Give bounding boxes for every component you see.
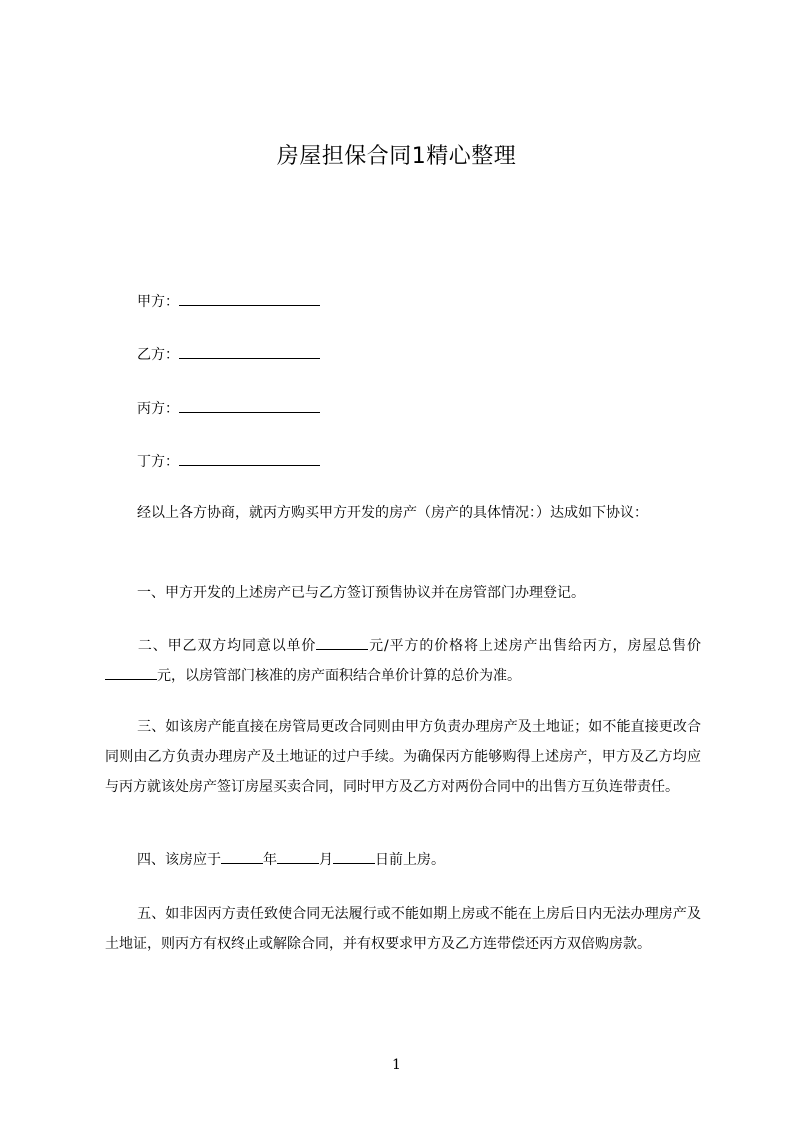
total-price-blank (105, 664, 157, 680)
clause-2-text-b: 元/平方的价格将上述房产出售给丙方，房屋总售价 (368, 638, 701, 654)
party-b-line (137, 344, 320, 365)
intro-paragraph (105, 498, 701, 528)
party-d-blank (179, 451, 320, 466)
clause-3-text: 三、如该房产能直接在房管局更改合同则由甲方负责办理房产及土地证；如不能直接更改合同则由乙方负责办理房产及土地证的过户手续。为确保丙方能够购得上述房产，甲方及乙方均应与丙方就该处房产签订房屋买卖合同，同时甲方及乙方对两份合同中的出售方互负连带责任。 (105, 719, 701, 795)
party-a-blank (179, 291, 320, 306)
clause-5-text: 五、如非因丙方责任致使合同无法履行或不能如期上房或不能在上房后日内无法办理房产及土地证，则丙方有权终止或解除合同，并有权要求甲方及乙方连带偿还丙方双倍购房款。 (105, 906, 701, 952)
clause-1-text: 一、甲方开发的上述房产已与乙方签订预售协议并在房管部门办理登记。 (137, 585, 585, 601)
clause-5 (105, 899, 701, 959)
party-b-blank (179, 344, 320, 359)
intro-text: 经以上各方协商，就丙方购买甲方开发的房产（房产的具体情况：）达成如下协议： (137, 505, 648, 521)
clause-2 (105, 631, 701, 691)
year-blank (221, 848, 263, 864)
party-c-label: 丙方： (137, 401, 179, 417)
party-d-line (137, 451, 320, 472)
clause-4-text-c: 月 (319, 852, 333, 868)
party-b-label: 乙方： (137, 347, 179, 363)
clause-2-text-c: 元，以房管部门核准的房产面积结合单价计算的总价为准。 (157, 668, 521, 684)
clause-3 (105, 712, 701, 802)
clause-4-text-b: 年 (263, 852, 277, 868)
page-number: 1 (392, 1057, 401, 1073)
clause-4 (105, 845, 701, 875)
party-c-blank (179, 398, 320, 413)
party-a-line (137, 291, 320, 312)
clause-1 (105, 578, 701, 608)
party-a-label: 甲方： (137, 294, 179, 310)
document-title: 房屋担保合同1精心整理 (276, 144, 517, 169)
clause-4-text-d: 日前上房。 (375, 852, 445, 868)
party-d-label: 丁方： (137, 454, 179, 470)
party-c-line (137, 398, 320, 419)
clause-4-text-a: 四、该房应于 (137, 852, 221, 868)
unit-price-blank (316, 634, 368, 650)
month-blank (277, 848, 319, 864)
day-blank (333, 848, 375, 864)
clause-2-text-a: 二、甲乙双方均同意以单价 (137, 638, 317, 654)
